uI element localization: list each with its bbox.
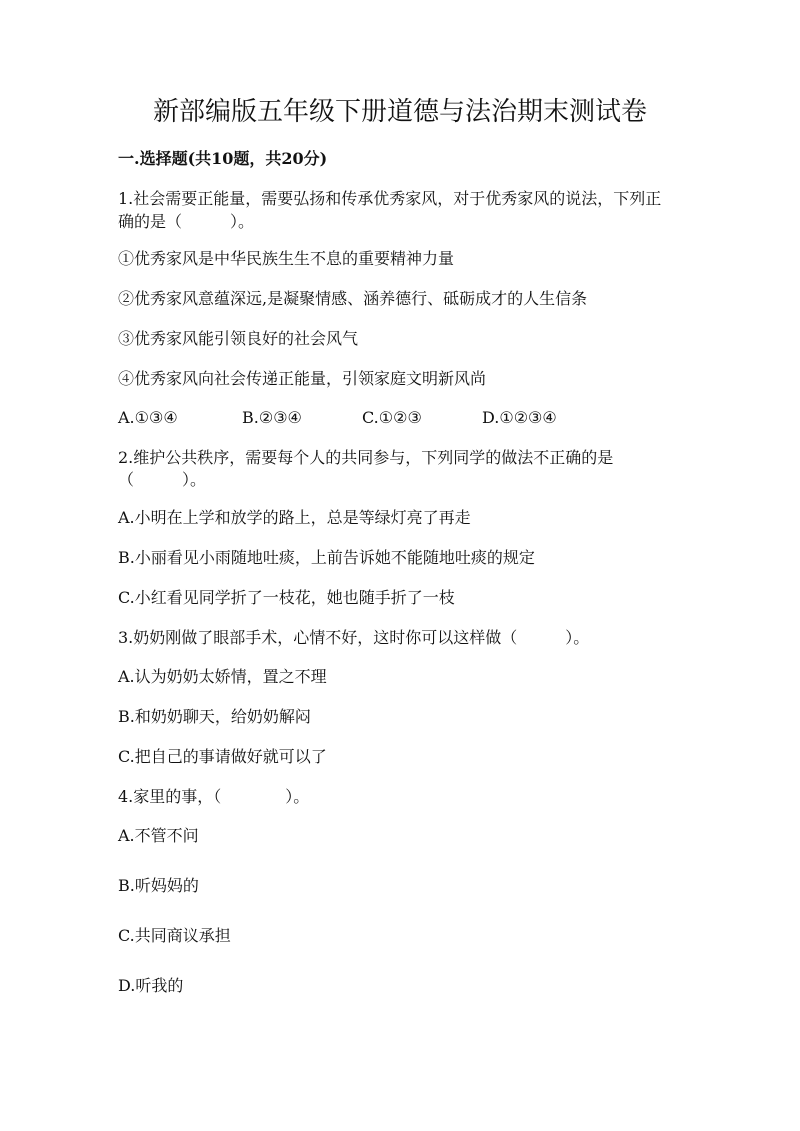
q1-options (118, 406, 638, 430)
q3-option-b: B.和奶奶聊天，给奶奶解闷 (118, 707, 311, 726)
q4-option-d: D.听我的 (118, 976, 184, 995)
section-heading: 一.选择题(共10题，共20分) (118, 149, 328, 168)
q3-option-c: C.把自己的事请做好就可以了 (118, 747, 327, 766)
q1-stem-line2: 确的是（ ）。 (118, 212, 255, 231)
q1-statement-4: ④优秀家风向社会传递正能量，引领家庭文明新风尚 (118, 369, 487, 388)
q3-stem: 3.奶奶刚做了眼部手术，心情不好，这时你可以这样做（ ）。 (118, 628, 590, 647)
q1-option-b: B.②③④ (242, 408, 302, 427)
q1-stem-line1: 1.社会需要正能量，需要弘扬和传承优秀家风，对于优秀家风的说法，下列正 (118, 189, 662, 208)
q2-option-a: A.小明在上学和放学的路上，总是等绿灯亮了再走 (118, 508, 471, 527)
q3-option-a: A.认为奶奶太娇情，置之不理 (118, 667, 327, 686)
q4-option-b: B.听妈妈的 (118, 876, 199, 895)
q4-option-c: C.共同商议承担 (118, 926, 231, 945)
q1-option-a: A.①③④ (118, 408, 178, 427)
q1-statement-2: ②优秀家风意蕴深远,是凝聚情感、涵养德行、砥砺成才的人生信条 (118, 289, 588, 308)
q1-option-c: C.①②③ (362, 408, 422, 427)
q1-statement-1: ①优秀家风是中华民族生生不息的重要精神力量 (118, 249, 455, 268)
q1-option-d: D.①②③④ (482, 408, 557, 427)
q4-option-a: A.不管不问 (118, 826, 199, 845)
q2-option-b: B.小丽看见小雨随地吐痰，上前告诉她不能随地吐痰的规定 (118, 548, 535, 567)
q2-stem-line2: （ ）。 (118, 470, 207, 489)
page-title: 新部编版五年级下册道德与法治期末测试卷 (152, 97, 647, 127)
q2-option-c: C.小红看见同学折了一枝花，她也随手折了一枝 (118, 588, 455, 607)
q1-statement-3: ③优秀家风能引领良好的社会风气 (118, 329, 359, 348)
q4-stem: 4.家里的事，（ ）。 (118, 787, 310, 806)
q2-stem-line1: 2.维护公共秩序，需要每个人的共同参与，下列同学的做法不正确的是 (118, 448, 614, 467)
